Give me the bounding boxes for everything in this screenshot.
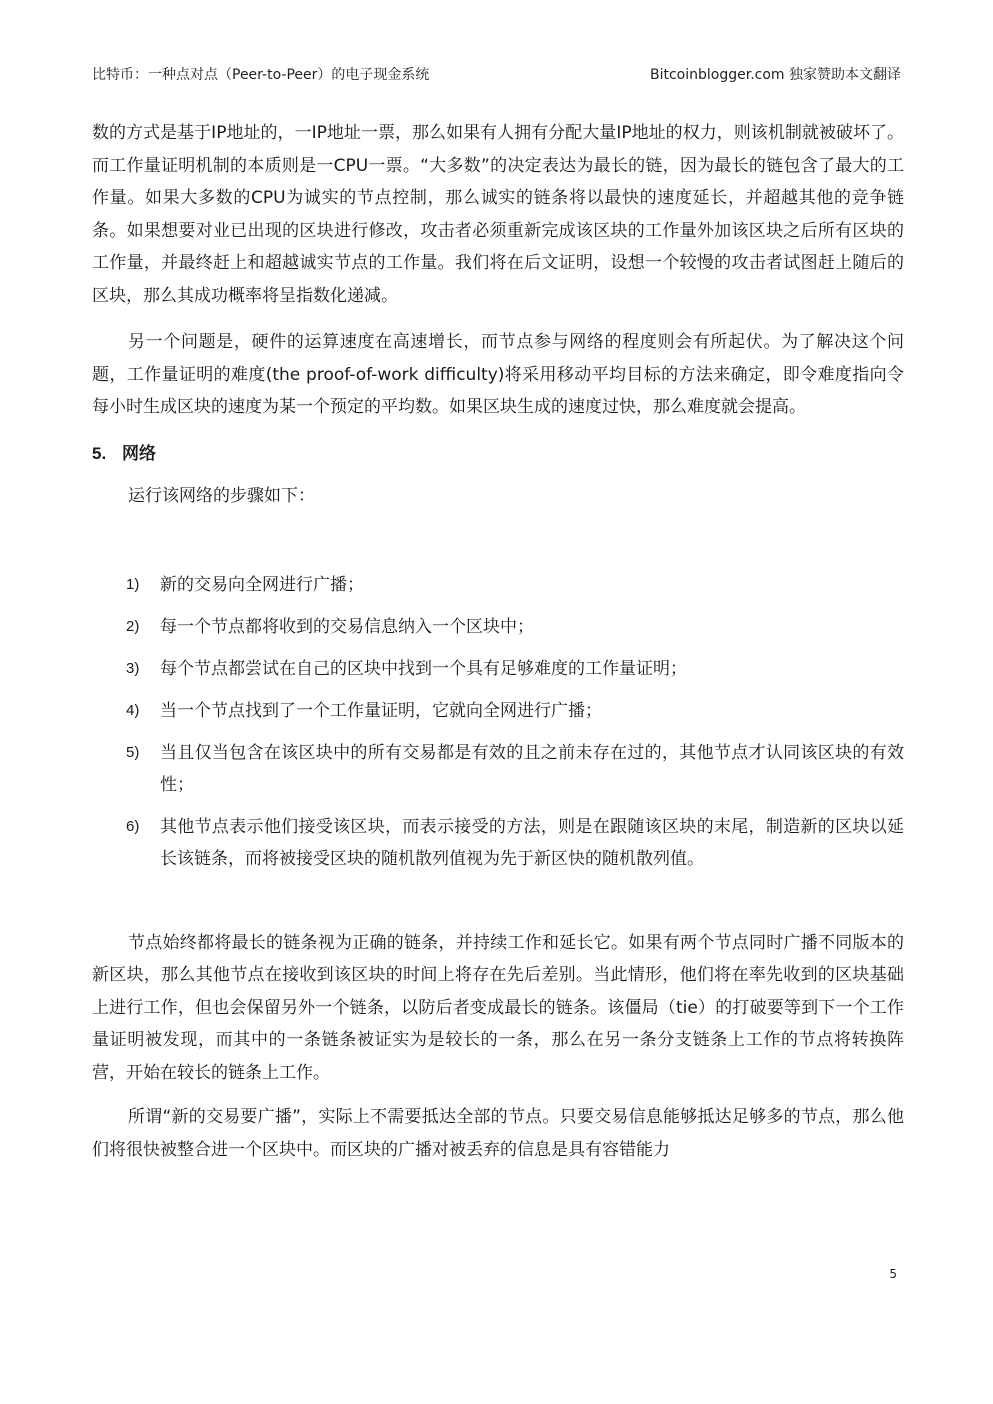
steps-intro: 运行该网络的步骤如下： (128, 485, 315, 506)
list-marker: 4) (126, 701, 140, 719)
list-item (92, 653, 904, 685)
list-item (92, 611, 904, 643)
page-body (92, 117, 904, 1166)
page-number: 5 (889, 1267, 897, 1281)
paragraph-broadcast: 所谓“新的交易要广播”，实际上不需要抵达全部的节点。只要交易信息能够抵达足够多的节点，那么他们将很快被整合进一个区块中。而区块的广播对被丢弃的信息是具有容错能力 (92, 1107, 904, 1160)
list-item-text: 每一个节点都将收到的交易信息纳入一个区块中； (160, 616, 534, 637)
paragraph-one-cpu-one-vote: 数的方式是基于IP地址的，一IP地址一票，那么如果有人拥有分配大量IP地址的权力，则该机制就被破坏了。而工作量证明机制的本质则是一CPU一票。“大多数”的决定表达为最长的链，因为最长的链包含了最大的工作量。如果大多数的CPU为诚实的节点控制，那么诚实的链条将以最快的速度延长，并超越其他的竞争链条。如果想要对业已出现的区块进行修改，攻击者必须重新完成该区块的工作量外加该区块之后所有区块的工作量，并最终赶上和超越诚实节点的工作量。我们将在后文证明，设想一个较慢的攻击者试图赶上随后的区块，那么其成功概率将呈指数化递减。 (92, 123, 904, 306)
list-item (92, 569, 904, 601)
list-item-text: 每个节点都尝试在自己的区块中找到一个具有足够难度的工作量证明； (160, 658, 687, 679)
section-number: 5. (92, 443, 107, 463)
paragraph-longest-chain: 节点始终都将最长的链条视为正确的链条，并持续工作和延长它。如果有两个节点同时广播不同版本的新区块，那么其他节点在接收到该区块的时间上将存在先后差别。当此情形，他们将在率先收到的区块基础上进行工作，但也会保留另外一个链条，以防后者变成最长的链条。该僵局（tie）的打破要等到下一个工作量证明被发现，而其中的一条链条被证实为是较长的一条，那么在另一条分支链条上工作的节点将转换阵营，开始在较长的链条上工作。 (92, 932, 904, 1083)
list-item (92, 695, 904, 727)
list-marker: 1) (126, 575, 140, 593)
list-item-text: 新的交易向全网进行广播； (160, 574, 364, 595)
list-item-text: 其他节点表示他们接受该区块，而表示接受的方法，则是在跟随该区块的末尾，制造新的区块以延长该链条，而将被接受区块的随机散列值视为先于新区快的随机散列值。 (160, 816, 904, 869)
list-marker: 5) (126, 743, 140, 761)
list-item-text: 当一个节点找到了一个工作量证明，它就向全网进行广播； (160, 700, 602, 721)
list-marker: 2) (126, 617, 140, 635)
section-title: 网络 (122, 443, 156, 464)
running-header-title: 比特币：一种点对点（Peer-to-Peer）的电子现金系统 (92, 67, 430, 83)
network-steps-list (92, 569, 904, 875)
section-heading (92, 438, 904, 470)
list-item (92, 737, 904, 801)
list-item-text: 当且仅当包含在该区块中的所有交易都是有效的且之前未存在过的，其他节点才认同该区块的有效性； (160, 742, 904, 795)
paragraph-difficulty: 另一个问题是，硬件的运算速度在高速增长，而节点参与网络的程度则会有所起伏。为了解决这个问题，工作量证明的难度(the proof-of-work difficulty)将采用移动平均目标的方法来确定，即令难度指向令每小时生成区块的速度为某一个预定的平均数。如果区块生成的速度过快，那么难度就会提高。 (92, 332, 904, 417)
list-marker: 6) (126, 817, 140, 835)
list-marker: 3) (126, 659, 140, 677)
running-header-sponsor: Bitcoinblogger.com 独家赞助本文翻译 (649, 67, 901, 83)
list-item (92, 811, 904, 875)
